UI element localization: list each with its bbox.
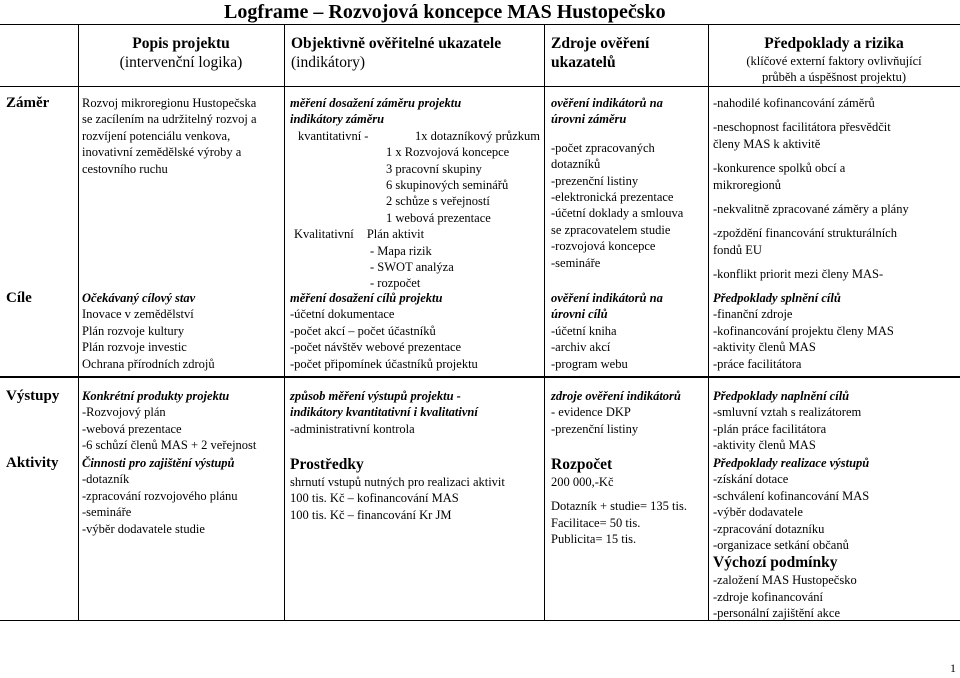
zamer-rizika: -nahodilé kofinancování záměrů -neschopnost facilitátora přesvědčit členy MAS k aktivitě -konkurence spolků obcí a mikroregionů -nekvalitně zpracované záměry a plány -zpoždění financování strukturálních fondů EU -konflikt priorit mezi členy MAS- <box>713 96 909 282</box>
row-label-zamer: Záměr <box>6 95 50 111</box>
col-divider-1 <box>78 24 79 621</box>
row-label-vystupy: Výstupy <box>6 388 60 404</box>
page-number: 1 <box>950 661 956 675</box>
kvant-label: kvantitativní - <box>298 128 369 143</box>
header-indikatory: Objektivně ověřitelné ukazatele (indikátory) <box>291 35 502 71</box>
aktivity-popis: Činnosti pro zajištění výstupů -dotazník -zpracování rozvojového plánu -semináře -výběr dodavatele studie <box>82 456 238 536</box>
vystupy-zdroje: zdroje ověření indikátorů - evidence DKP -prezenční listiny <box>551 389 681 436</box>
header-rizika: Předpoklady a rizika (klíčové externí faktory ovlivňující průběh a úspěšnost projektu) <box>746 35 922 85</box>
table-top-border <box>0 24 960 25</box>
header-divider <box>0 86 960 87</box>
cile-zdroje: ověření indikátorů na úrovni cílů -účetní kniha -archiv akcí -program webu <box>551 291 663 371</box>
row-label-cile: Cíle <box>6 290 32 306</box>
zamer-zdroje: ověření indikátorů na úrovni záměru -počet zpracovaných dotazníků -prezenční listiny -elektronická prezentace -účetní doklady a smlouva se zpracovatelem studie -rozvojová koncepce -semináře <box>551 96 684 270</box>
section-divider <box>0 376 960 378</box>
row-label-aktivity: Aktivity <box>6 455 59 471</box>
cile-popis: Očekávaný cílový stav Inovace v zemědělství Plán rozvoje kultury Plán rozvoje investic Ochrana přírodních zdrojů <box>82 291 215 371</box>
col-divider-3 <box>544 24 545 621</box>
cile-rizika: Předpoklady splnění cílů -finanční zdroje -kofinancování projektu členy MAS -aktivity členů MAS -práce facilitátora <box>713 291 894 371</box>
header-zdroje: Zdroje ověření ukazatelů <box>551 35 650 71</box>
zamer-popis: Rozvoj mikroregionu Hustopečska se zacílením na udržitelný rozvoj a rozvíjení potenciálu venkova, inovativní zemědělské výroby a cestovního ruchu <box>82 96 257 176</box>
aktivity-rozpocet: Rozpočet 200 000,-Kč Dotazník + studie= 135 tis. Facilitace= 50 tis. Publicita= 15 tis. <box>551 456 687 547</box>
vystupy-indikatory: způsob měření výstupů projektu - indikátory kvantitativní i kvalitativní -administrativní kontrola <box>290 389 478 436</box>
col-divider-2 <box>284 24 285 621</box>
aktivity-prostredky: Prostředky shrnutí vstupů nutných pro realizaci aktivit 100 tis. Kč – kofinancování MAS 100 tis. Kč – financování Kr JM <box>290 456 505 522</box>
page-title: Logframe – Rozvojová koncepce MAS Hustopečsko <box>224 1 666 23</box>
vystupy-popis: Konkrétní produkty projektu -Rozvojový plán -webová prezentace -6 schůzí členů MAS + 2 veřejnost <box>82 389 257 453</box>
vychozi-podminky-heading: Výchozí podmínky <box>713 554 838 572</box>
kval-label: Kvalitativní <box>294 227 354 242</box>
aktivity-rizika: Předpoklady realizace výstupů -získání dotace -schválení kofinancování MAS -výběr dodavatele -zpracování dotazníku -organizace setkání občanů Výchozí podmínky -založení MAS Hustopečsko -zdroje kofinancování -personální zajištění akce <box>713 456 870 621</box>
zamer-indikatory: měření dosažení záměru projektu indikátory záměru kvantitativní - 1x dotazníkový průzkum 1 x Rozvojová koncepce 3 pracovní skupiny 6 skupinových seminářů 2 schůze s veřejností 1 webová prezentace Kvalitativní Plán aktivit - Mapa rizik - SWOT analýza - rozpočet <box>290 96 540 291</box>
vystupy-rizika: Předpoklady naplnění cílů -smluvní vztah s realizátorem -plán práce facilitátora -aktivity členů MAS <box>713 389 862 453</box>
cile-indikatory: měření dosažení cílů projektu -účetní dokumentace -počet akcí – počet účastníků -počet návštěv webové prezentace -počet připomínek účastníků projektu <box>290 291 478 371</box>
col-divider-4 <box>708 24 709 621</box>
header-popis: Popis projektu (intervenční logika) <box>119 35 243 71</box>
